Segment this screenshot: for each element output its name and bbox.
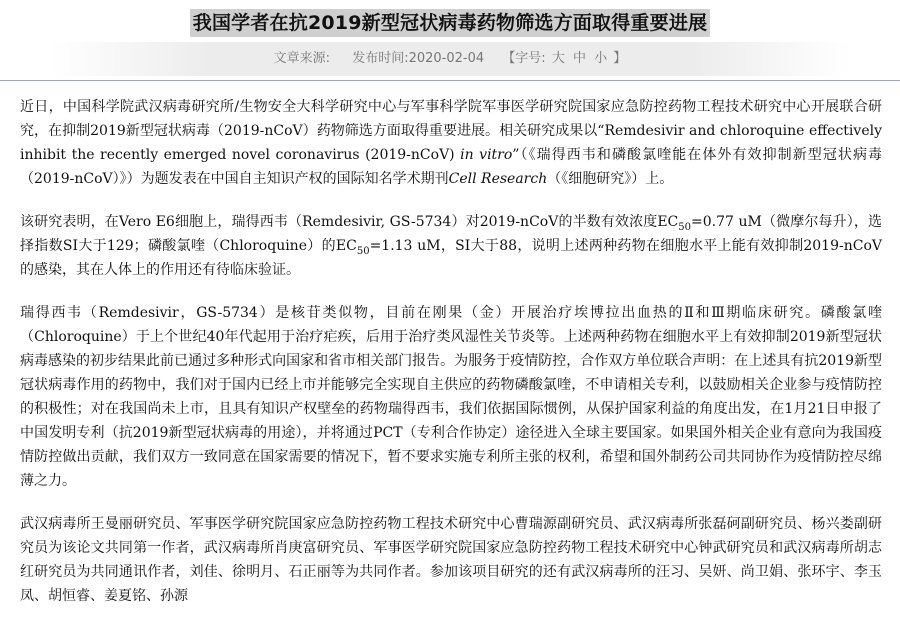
- paragraph-3: 瑞得西韦（Remdesivir，GS-5734）是核苷类似物，目前在刚果（金）开展治疗埃博拉出血热的Ⅱ和Ⅲ期临床研究。磷酸氯喹（Chloroquine）于上个世纪40年代起用于治疗疟疾，后用于治疗类风湿性关节炎等。上述两种药物在细胞水平上有效抑制2019新型冠状病毒感染的初步结果此前已通过多种形式向国家和省市相关部门报告。为服务于疫情防控，合作双方单位联合声明：在上述具有抗2019新型冠状病毒作用的药物中，我们对于国内已经上市并能够完全实现自主供应的药物磷酸氯喹，不申请相关专利，以鼓励相关企业参与疫情防控的积极性；对在我国尚未上市，且具有知识产权壁垒的药物瑞得西韦，我们依据国际惯例，从保护国家利益的角度出发，在1月21日申报了中国发明专利（抗2019新型冠状病毒的用途），并将通过PCT（专利合作协定）途径进入全球主要国家。如果国外相关企业有意向为我国疫情防控做出贡献，我们双方一致同意在国家需要的情况下，暂不要求实施专利所主张的权利，希望和国外制药公司共同协作为疫情防控尽绵薄之力。: [20, 305, 882, 489]
- p1-text-a: 近日，中国科学院武汉病毒研究所/生物安全大科学研究中心与军事科学院军事医学研究院国家应急防控药物工程技术研究中心开展联合研究，在抑制2019新型冠状病毒（2019-nCoV）药物筛选方面取得重要进展。相关研究成果以“Remdesivir and chloroquine effectively inhibit the recently emerged novel coronavirus (2019-nCoV): [20, 99, 882, 163]
- p1-text-e: （《细胞研究》）上。: [547, 171, 674, 187]
- date-label: 发布时间:: [352, 51, 409, 66]
- paragraph-4: 武汉病毒所王曼丽研究员、军事医学研究院国家应急防控药物工程技术研究中心曹瑞源副研究员、武汉病毒所张磊砢副研究员、杨兴娄副研究员为该论文共同第一作者，武汉病毒所肖庚富研究员、军事医学研究院国家应急防控药物工程技术研究中心钟武研究员和武汉病毒所胡志红研究员为共同通讯作者，刘佳、徐明月、石正丽等为共同作者。参加该项目研究的还有武汉病毒所的汪习、吴妍、尚卫娟、张环宇、李玉凤、胡恒睿、姜夏铭、孙源: [20, 516, 882, 604]
- paragraph-2: [20, 210, 882, 282]
- font-size-open: 【字号:: [502, 51, 546, 66]
- p2-subscript-2: 50: [356, 245, 370, 257]
- source-label: 文章来源:: [273, 51, 331, 66]
- p2-text-c: =1.13 uM，SI大于88，说明上述两种药物在细胞水平上能有效抑制2019-nCoV的感染，其在人体上的作用还有待临床验证。: [20, 238, 882, 278]
- title-wrap: [0, 9, 900, 37]
- p2-text-a: 该研究表明，在Vero E6细胞上，瑞得西韦（Remdesivir, GS-5734）对2019-nCoV的半数有效浓度EC: [20, 214, 679, 230]
- p2-subscript-1: 50: [678, 221, 692, 233]
- p1-italic-in-vitro: in vitro: [460, 147, 513, 163]
- header-divider: [0, 80, 900, 81]
- article-body: [20, 95, 882, 627]
- p1-italic-journal: Cell Research: [448, 171, 548, 187]
- article-meta-bar: [50, 42, 850, 76]
- article-title: 我国学者在抗2019新型冠状病毒药物筛选方面取得重要进展: [190, 9, 710, 37]
- font-large-button[interactable]: 大: [551, 51, 565, 66]
- font-small-button[interactable]: 小: [594, 51, 608, 66]
- p1-text-c: ”（《瑞得西韦和磷酸氯喹能在体外有效抑制新型冠状病毒（2019-nCoV）》）为题发表在中国自主知识产权的国际知名学术期刊: [20, 147, 883, 187]
- publish-date: 2020-02-04: [408, 51, 485, 66]
- font-size-close: 】: [613, 51, 627, 66]
- font-medium-button[interactable]: 中: [572, 51, 586, 66]
- p2-text-b: =0.77 uM（微摩尔每升），选择指数SI大于129；磷酸氯喹（Chloroquine）的EC: [20, 214, 882, 254]
- paragraph-1: [20, 95, 882, 191]
- font-size-control: [502, 51, 626, 66]
